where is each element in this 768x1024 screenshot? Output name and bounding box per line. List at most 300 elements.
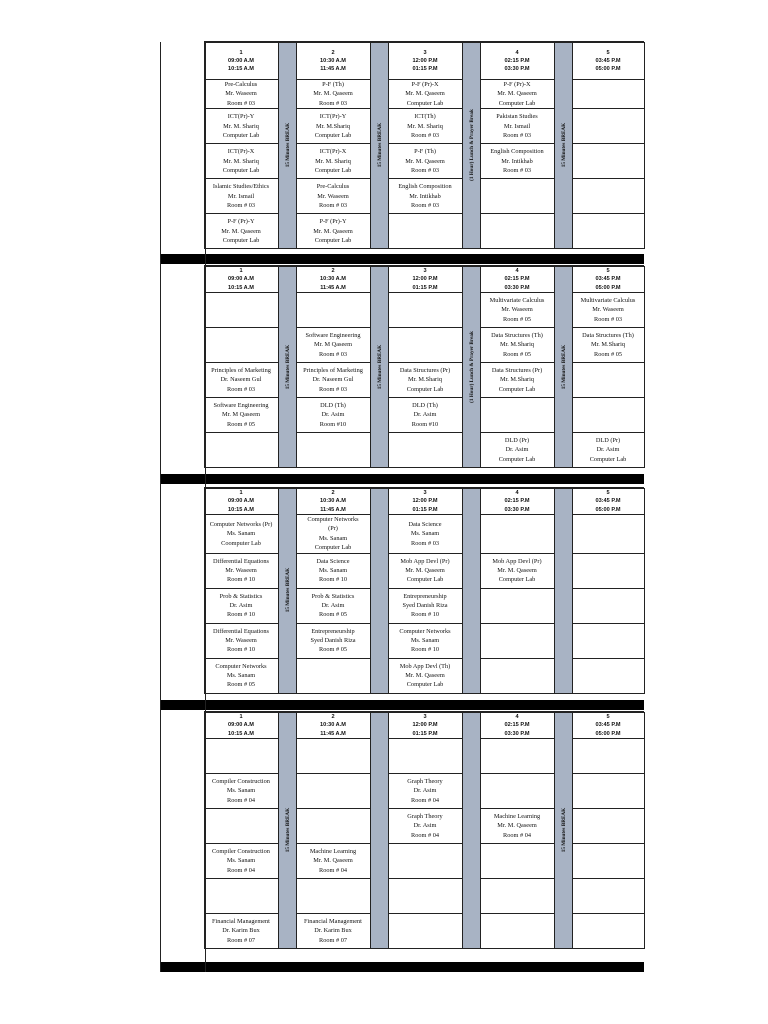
class-cell — [204, 328, 278, 363]
class-line: Room # 04 — [319, 866, 347, 874]
class-line: Mr. Waseem — [592, 306, 624, 314]
slot-start: 02:15 P.M — [504, 57, 530, 64]
class-line: Room #10 — [411, 420, 439, 428]
class-cell — [480, 774, 554, 809]
class-line: Mr. M.Shariq — [407, 376, 443, 384]
break-column — [278, 267, 296, 468]
class-line: English Composition — [398, 183, 452, 191]
class-line: Room # 10 — [319, 576, 347, 584]
class-line: ICT(Pr)-Y — [227, 113, 255, 121]
class-cell — [388, 80, 462, 109]
section-top-rule — [204, 41, 644, 42]
slot-end: 10:15 A.M — [228, 66, 254, 73]
class-cell — [204, 774, 278, 809]
break-column — [462, 713, 480, 949]
class-line: Computer Lab — [314, 166, 352, 174]
break-label: 15 Minutes BREAK — [284, 568, 291, 613]
table-row — [160, 588, 644, 623]
break-column — [278, 713, 296, 949]
class-cell — [296, 623, 370, 658]
class-line: Graph Theory — [407, 812, 443, 820]
class-cell — [296, 879, 370, 914]
class-line: Ms. Sanam — [226, 671, 256, 679]
class-line: Room # 07 — [319, 936, 347, 944]
slot-num: 2 — [331, 49, 335, 56]
slot-num: 5 — [606, 49, 610, 56]
slot-end: 10:15 A.M — [228, 284, 254, 291]
slot-num: 1 — [239, 268, 243, 275]
class-cell — [388, 144, 462, 179]
class-line: Ms. Sanam — [226, 530, 256, 538]
class-line: Computer Lab — [314, 131, 352, 139]
class-cell — [388, 553, 462, 588]
slot-header — [388, 43, 462, 80]
break-column — [462, 489, 480, 694]
class-line: Room # 05 — [319, 611, 347, 619]
class-line: Compiler Construction — [212, 847, 270, 855]
class-cell — [480, 879, 554, 914]
schedule-table — [160, 712, 645, 949]
class-cell — [388, 109, 462, 144]
slot-header — [296, 267, 370, 293]
class-cell — [480, 588, 554, 623]
class-line: Dr. Karim Bux — [314, 927, 352, 935]
break-column — [370, 43, 388, 249]
class-cell — [572, 553, 644, 588]
class-line: ICT(Pr)-X — [227, 148, 255, 156]
class-line: Islamic Studies/Ethics — [212, 183, 270, 191]
class-line: (Pr) — [328, 525, 338, 533]
class-cell — [388, 739, 462, 774]
class-line: Computer Lab — [498, 385, 536, 393]
break-column — [370, 713, 388, 949]
class-cell — [296, 739, 370, 774]
class-line: Mr. Waseem — [225, 636, 257, 644]
class-line: Mr. M. Shariq — [315, 157, 351, 165]
class-line: Room # 03 — [411, 201, 439, 209]
class-line: Computer Lab — [498, 99, 536, 107]
class-line: Software Engineering — [305, 331, 361, 339]
break-label: 15 Minutes BREAK — [284, 344, 291, 389]
class-cell — [296, 553, 370, 588]
class-cell — [204, 363, 278, 398]
class-cell — [296, 363, 370, 398]
class-cell — [572, 515, 644, 554]
class-line: Room # 07 — [227, 936, 255, 944]
slot-header — [480, 489, 554, 515]
class-line: Pre-Calculus — [224, 81, 258, 88]
section-divider — [160, 474, 644, 484]
slot-header — [296, 713, 370, 739]
slot-start: 09:00 A.M — [228, 276, 254, 283]
break-label: 15 Minutes BREAK — [284, 122, 291, 168]
class-line: Mr. M. Qaseem — [497, 822, 537, 830]
schedule-table — [160, 42, 645, 249]
class-line: Computer Lab — [498, 455, 536, 463]
class-line: Room # 10 — [227, 646, 255, 654]
slot-header — [204, 43, 278, 80]
class-line: Room # 10 — [227, 576, 255, 584]
break-column — [278, 43, 296, 249]
left-margin-column — [160, 42, 206, 972]
class-cell — [572, 879, 644, 914]
class-line: P-F (Th) — [414, 148, 436, 156]
class-line: Mr. Intikhab — [501, 157, 533, 165]
slot-end: 01:15 P.M — [412, 284, 438, 291]
class-line: Mr. M. Qaseem — [313, 90, 353, 98]
class-cell — [480, 144, 554, 179]
class-line: DLD (Pr) — [595, 436, 621, 444]
class-cell — [296, 774, 370, 809]
class-cell — [388, 879, 462, 914]
class-line: Room # 10 — [411, 646, 439, 654]
slot-num: 4 — [515, 49, 519, 56]
slot-start: 12:00 P.M — [412, 57, 438, 64]
class-cell — [572, 293, 644, 328]
class-line: Computer Lab — [222, 131, 260, 139]
break-label: (1 Hour) Lunch & Prayer Break — [468, 330, 475, 403]
section-top-rule — [204, 487, 644, 488]
schedule-table — [160, 488, 645, 694]
section-top-rule — [204, 265, 644, 266]
class-line: Dr. Naseem Gul — [312, 376, 354, 384]
slot-start: 12:00 P.M — [412, 722, 438, 729]
class-line: Principles of Marketing — [211, 366, 271, 374]
class-line: Machine Learning — [493, 812, 541, 820]
class-cell — [204, 398, 278, 433]
slot-num: 3 — [423, 490, 427, 497]
slot-start: 12:00 P.M — [412, 276, 438, 283]
break-label: 15 Minutes BREAK — [560, 344, 567, 389]
class-cell — [572, 914, 644, 949]
class-line: Mr. M. Qaseem — [405, 157, 445, 165]
class-line: Mr. M Qaseem — [314, 341, 352, 349]
class-cell — [388, 179, 462, 214]
class-line: Mr. M. Qaseem — [405, 90, 445, 98]
class-line: Syed Danish Riza — [310, 636, 356, 644]
class-line: Room # 10 — [227, 611, 255, 619]
class-line: P-F (Pr)-Y — [227, 218, 255, 226]
class-line: Computer Networks — [307, 516, 359, 523]
class-line: P-F (Pr)-X — [411, 81, 439, 88]
class-cell — [572, 214, 644, 249]
class-line: Mr. M. Shariq — [407, 122, 443, 130]
slot-end: 11:45 A.M — [320, 506, 346, 513]
class-cell — [296, 398, 370, 433]
slot-start: 02:15 P.M — [504, 276, 530, 283]
class-cell — [296, 328, 370, 363]
class-line: Computer Lab — [222, 236, 260, 244]
class-line: Mr. M. Qaseem — [497, 566, 537, 574]
class-line: Room # 03 — [319, 350, 347, 358]
class-cell — [572, 658, 644, 693]
class-line: Pakistan Studies — [496, 113, 538, 121]
class-line: Prob & Statistics — [311, 592, 355, 600]
slot-header — [204, 267, 278, 293]
class-line: Computer Lab — [498, 576, 536, 584]
slot-num: 1 — [239, 714, 243, 721]
class-line: Room # 05 — [227, 681, 255, 689]
class-cell — [296, 658, 370, 693]
class-cell — [388, 515, 462, 554]
class-cell — [388, 433, 462, 468]
class-line: ICT(Pr)-X — [319, 148, 347, 156]
class-cell — [480, 363, 554, 398]
class-line: Mr. M.Shariq — [499, 376, 535, 384]
class-cell — [480, 179, 554, 214]
class-cell — [204, 588, 278, 623]
slot-num: 3 — [423, 49, 427, 56]
slot-header — [296, 489, 370, 515]
class-cell — [480, 433, 554, 468]
class-line: Dr. Asim — [413, 411, 437, 419]
class-line: Mr. M. Qaseem — [405, 566, 445, 574]
slot-start: 09:00 A.M — [228, 722, 254, 729]
class-line: Room # 03 — [411, 166, 439, 174]
class-line: Coomputer Lab — [221, 539, 261, 547]
class-cell — [480, 80, 554, 109]
class-cell — [204, 879, 278, 914]
slot-header — [480, 267, 554, 293]
class-line: Room # 05 — [227, 420, 255, 428]
class-line: P-F (Th) — [322, 81, 344, 88]
break-column — [462, 43, 480, 249]
slot-end: 01:15 P.M — [412, 730, 438, 737]
class-line: Financial Management — [212, 917, 270, 925]
class-line: DLD (Th) — [412, 401, 438, 409]
class-line: Room # 03 — [503, 131, 531, 139]
class-line: Pre-Calculus — [316, 183, 350, 191]
slot-num: 2 — [331, 268, 335, 275]
section-divider — [160, 962, 644, 972]
class-line: Mr. M. Shariq — [223, 157, 259, 165]
class-line: Mob App Devl (Pr) — [492, 557, 542, 565]
class-cell — [388, 293, 462, 328]
slot-start: 09:00 A.M — [228, 498, 254, 505]
class-line: Room # 10 — [411, 611, 439, 619]
class-cell — [388, 363, 462, 398]
class-line: Ms. Sanam — [410, 530, 440, 538]
slot-start: 03:45 P.M — [595, 57, 621, 64]
slot-header — [204, 713, 278, 739]
class-line: Multivariate Calculus — [580, 296, 636, 304]
slot-end: 03:30 P.M — [504, 66, 530, 73]
slot-num: 3 — [423, 268, 427, 275]
break-column — [554, 43, 572, 249]
class-line: Data Structures (Th) — [491, 331, 543, 339]
slot-end: 11:45 A.M — [320, 284, 346, 291]
class-line: Room # 03 — [319, 99, 347, 107]
class-line: Computer Lab — [314, 544, 352, 552]
class-cell — [204, 80, 278, 109]
class-line: Room # 03 — [227, 201, 255, 209]
slot-end: 05:00 P.M — [595, 730, 621, 737]
break-column — [462, 267, 480, 468]
class-line: ICT(Pr)-Y — [319, 113, 347, 121]
class-line: Dr. Asim — [321, 411, 345, 419]
slot-start: 10:30 A.M — [320, 276, 346, 283]
slot-header — [388, 267, 462, 293]
class-line: Room # 04 — [411, 796, 439, 804]
slot-start: 10:30 A.M — [320, 498, 346, 505]
class-line: Mr. M. Shariq — [223, 122, 259, 130]
class-cell — [204, 553, 278, 588]
class-cell — [388, 658, 462, 693]
class-cell — [388, 844, 462, 879]
class-cell — [204, 914, 278, 949]
class-cell — [388, 914, 462, 949]
class-cell — [204, 214, 278, 249]
class-line: Principles of Marketing — [303, 366, 363, 374]
class-line: Computer Networks — [215, 662, 267, 670]
break-column — [554, 267, 572, 468]
class-cell — [572, 844, 644, 879]
break-label: 15 Minutes BREAK — [376, 122, 383, 168]
class-cell — [296, 433, 370, 468]
class-cell — [572, 328, 644, 363]
slot-end: 11:45 A.M — [320, 730, 346, 737]
class-line: Room # 04 — [227, 796, 255, 804]
class-cell — [296, 588, 370, 623]
class-cell — [204, 109, 278, 144]
class-line: Room # 04 — [411, 831, 439, 839]
class-cell — [480, 214, 554, 249]
class-line: Mr. M. Qaseem — [313, 227, 353, 235]
break-column — [554, 489, 572, 694]
slot-end: 10:15 A.M — [228, 506, 254, 513]
class-cell — [572, 109, 644, 144]
slot-num: 5 — [606, 490, 610, 497]
class-line: Mr. M. Qaseem — [221, 227, 261, 235]
table-row — [160, 553, 644, 588]
class-cell — [572, 363, 644, 398]
class-line: Ms. Sanam — [318, 566, 348, 574]
slot-header-row — [160, 43, 644, 80]
slot-num: 4 — [515, 268, 519, 275]
class-cell — [480, 658, 554, 693]
class-line: Computer Lab — [406, 99, 444, 107]
class-line: Multivariate Calculus — [489, 296, 545, 304]
slot-start: 03:45 P.M — [595, 276, 621, 283]
class-line: Dr. Asim — [413, 787, 437, 795]
class-cell — [204, 739, 278, 774]
class-cell — [572, 179, 644, 214]
class-line: Dr. Karim Bux — [222, 927, 260, 935]
slot-end: 03:30 P.M — [504, 284, 530, 291]
class-cell — [572, 80, 644, 109]
class-cell — [204, 658, 278, 693]
class-line: Room # 05 — [319, 646, 347, 654]
slot-header — [572, 713, 644, 739]
slot-start: 10:30 A.M — [320, 57, 346, 64]
break-column — [370, 267, 388, 468]
class-line: Room # 05 — [503, 315, 531, 323]
class-cell — [480, 809, 554, 844]
class-cell — [204, 515, 278, 554]
slot-end: 11:45 A.M — [320, 66, 346, 73]
break-column — [554, 713, 572, 949]
class-line: Computer Lab — [222, 166, 260, 174]
slot-num: 1 — [239, 49, 243, 56]
class-line: Data Structures (Pr) — [491, 366, 543, 374]
class-line: Dr. Asim — [321, 601, 345, 609]
slot-start: 03:45 P.M — [595, 722, 621, 729]
class-cell — [572, 398, 644, 433]
class-cell — [204, 623, 278, 658]
class-line: Machine Learning — [309, 847, 357, 855]
break-column — [278, 489, 296, 694]
class-line: Mr. Waseem — [225, 90, 257, 98]
slot-end: 01:15 P.M — [412, 506, 438, 513]
break-label: (1 Hour) Lunch & Prayer Break — [468, 109, 475, 181]
slot-header — [572, 267, 644, 293]
slot-end: 03:30 P.M — [504, 506, 530, 513]
class-cell — [480, 914, 554, 949]
class-line: Compiler Construction — [212, 777, 270, 785]
class-line: Differential Equations — [212, 627, 269, 635]
table-row — [160, 623, 644, 658]
table-row — [160, 515, 644, 554]
class-cell — [388, 623, 462, 658]
class-cell — [296, 914, 370, 949]
class-cell — [296, 809, 370, 844]
class-cell — [204, 844, 278, 879]
class-line: Data Science — [316, 557, 350, 565]
class-cell — [388, 588, 462, 623]
class-line: Mob App Devl (Pr) — [400, 557, 450, 565]
class-line: Mob App Devl (Th) — [399, 662, 451, 670]
class-line: Room # 03 — [503, 166, 531, 174]
class-line: Dr. Asim — [229, 601, 253, 609]
slot-header — [572, 43, 644, 80]
class-line: Computer Networks (Pr) — [209, 520, 273, 528]
class-cell — [480, 293, 554, 328]
class-line: Ms. Sanam — [318, 534, 348, 542]
slot-end: 05:00 P.M — [595, 66, 621, 73]
class-cell — [388, 214, 462, 249]
class-line: Room # 04 — [227, 866, 255, 874]
class-cell — [480, 515, 554, 554]
class-cell — [572, 739, 644, 774]
section-divider — [160, 254, 644, 264]
class-cell — [204, 433, 278, 468]
slot-header — [204, 489, 278, 515]
class-line: Mr. M. Qaseem — [313, 857, 353, 865]
class-line: Financial Management — [304, 917, 362, 925]
slot-header — [296, 43, 370, 80]
class-line: Entrepreneurship — [403, 592, 447, 600]
slot-num: 2 — [331, 490, 335, 497]
class-cell — [296, 214, 370, 249]
class-line: Room # 03 — [227, 385, 255, 393]
class-line: Ms. Sanam — [226, 857, 256, 865]
class-cell — [204, 293, 278, 328]
slot-num: 3 — [423, 714, 427, 721]
class-line: Computer Lab — [589, 455, 627, 463]
class-cell — [480, 553, 554, 588]
class-line: P-F (Pr)-Y — [319, 218, 347, 226]
slot-start: 12:00 P.M — [412, 498, 438, 505]
slot-start: 09:00 A.M — [228, 57, 254, 64]
class-line: Syed Danish Riza — [402, 601, 448, 609]
slot-num: 4 — [515, 714, 519, 721]
class-cell — [296, 80, 370, 109]
class-line: Mr. Ismail — [227, 192, 255, 200]
class-line: Mr. Intikhab — [409, 192, 441, 200]
class-line: Room # 03 — [227, 99, 255, 107]
class-line: Mr. Waseem — [225, 566, 257, 574]
class-cell — [480, 109, 554, 144]
